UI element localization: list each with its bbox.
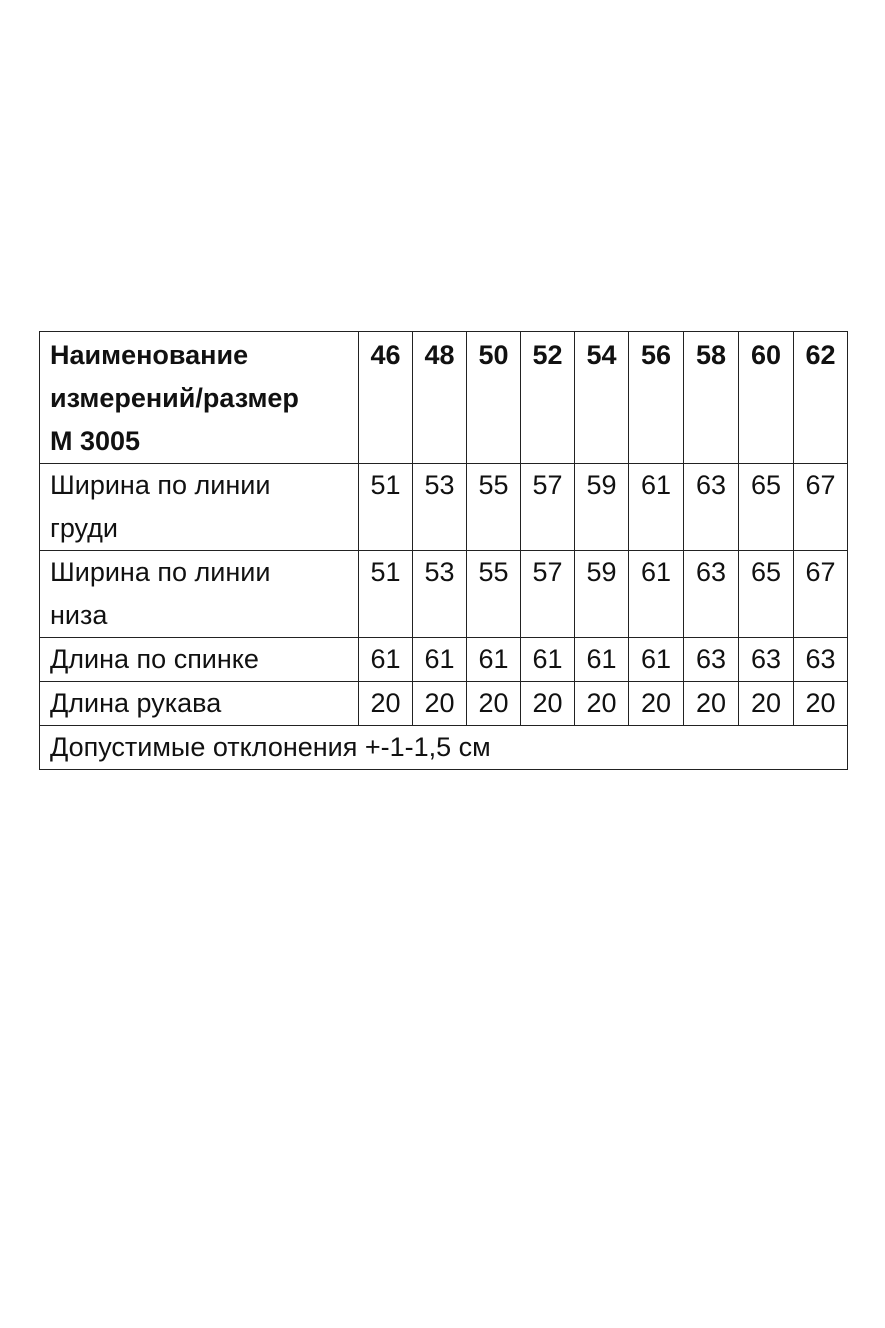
value-cell: 55 xyxy=(467,551,521,638)
size-header: 56 xyxy=(629,332,684,464)
row-label-cell xyxy=(40,638,359,682)
value-cell: 61 xyxy=(413,638,467,682)
value-cell: 20 xyxy=(684,682,739,726)
value-cell: 65 xyxy=(739,464,794,551)
table-row xyxy=(40,464,848,551)
row-label: Длина рукава xyxy=(50,688,222,718)
value-cell: 51 xyxy=(359,551,413,638)
value-cell: 63 xyxy=(794,638,848,682)
value-cell: 59 xyxy=(575,551,629,638)
value-cell: 61 xyxy=(467,638,521,682)
value-cell: 53 xyxy=(413,464,467,551)
value-cell: 61 xyxy=(629,638,684,682)
size-header: 62 xyxy=(794,332,848,464)
value-cell: 57 xyxy=(521,464,575,551)
value-cell: 20 xyxy=(521,682,575,726)
size-header: 60 xyxy=(739,332,794,464)
row-label: Ширина по линии груди xyxy=(50,470,271,543)
value-cell: 63 xyxy=(684,638,739,682)
table-row xyxy=(40,682,848,726)
size-header: 50 xyxy=(467,332,521,464)
value-cell: 67 xyxy=(794,551,848,638)
value-cell: 63 xyxy=(684,551,739,638)
value-cell: 63 xyxy=(739,638,794,682)
value-cell: 61 xyxy=(575,638,629,682)
value-cell: 51 xyxy=(359,464,413,551)
table-row xyxy=(40,551,848,638)
size-chart-table xyxy=(39,331,848,770)
value-cell: 57 xyxy=(521,551,575,638)
value-cell: 55 xyxy=(467,464,521,551)
row-label: Длина по спинке xyxy=(50,644,259,674)
row-label-cell xyxy=(40,551,359,638)
size-header: 46 xyxy=(359,332,413,464)
value-cell: 20 xyxy=(629,682,684,726)
value-cell: 20 xyxy=(467,682,521,726)
value-cell: 53 xyxy=(413,551,467,638)
row-label-cell xyxy=(40,464,359,551)
value-cell: 20 xyxy=(575,682,629,726)
value-cell: 20 xyxy=(413,682,467,726)
value-cell: 20 xyxy=(794,682,848,726)
size-header: 54 xyxy=(575,332,629,464)
value-cell: 61 xyxy=(521,638,575,682)
value-cell: 20 xyxy=(359,682,413,726)
value-cell: 59 xyxy=(575,464,629,551)
value-cell: 61 xyxy=(629,464,684,551)
header-label: Наименование измерений/размер М 3005 xyxy=(50,340,299,456)
value-cell: 65 xyxy=(739,551,794,638)
table-row xyxy=(40,638,848,682)
size-header: 52 xyxy=(521,332,575,464)
row-label: Ширина по линии низа xyxy=(50,557,271,630)
value-cell: 61 xyxy=(629,551,684,638)
value-cell: 67 xyxy=(794,464,848,551)
tolerance-note: Допустимые отклонения +-1-1,5 см xyxy=(40,726,848,770)
value-cell: 61 xyxy=(359,638,413,682)
table-header-row xyxy=(40,332,848,464)
tolerance-note-row xyxy=(40,726,848,770)
value-cell: 20 xyxy=(739,682,794,726)
header-label-cell xyxy=(40,332,359,464)
size-header: 58 xyxy=(684,332,739,464)
value-cell: 63 xyxy=(684,464,739,551)
row-label-cell xyxy=(40,682,359,726)
size-header: 48 xyxy=(413,332,467,464)
